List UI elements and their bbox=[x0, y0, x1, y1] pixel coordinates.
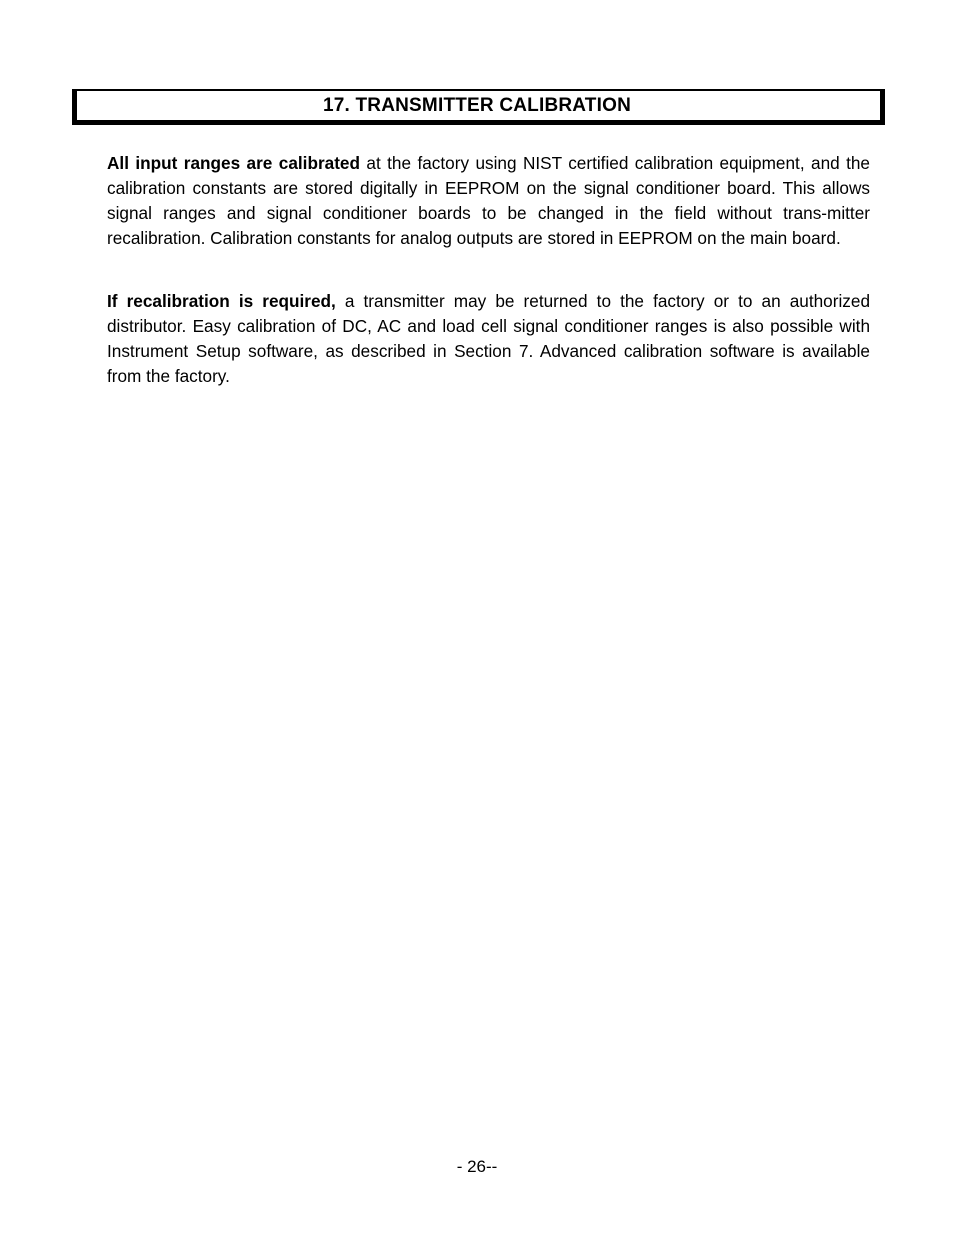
paragraph-lead: If recalibration is required, bbox=[107, 291, 336, 311]
paragraph-recalibration bbox=[107, 289, 870, 389]
paragraph-text: a transmitter may be returned to the factory or to an authorized distributor. Easy calibration of DC, AC and load cell signal conditioner ranges is also possible with Instrument Setup software, as described in Section 7. Advanced calibration software is available from the factory. bbox=[107, 291, 870, 386]
section-header-box bbox=[72, 89, 885, 125]
paragraph-text: at the factory using NIST certified calibration equipment, and the calibration constants are stored digitally in EEPROM on the signal conditioner board. This allows signal ranges and signal conditioner boards to be changed in the field without trans-mitter recalibration. Calibration constants for analog outputs are stored in EEPROM on the main board. bbox=[107, 153, 870, 248]
section-title: 17. TRANSMITTER CALIBRATION bbox=[323, 95, 631, 116]
page-number: - 26-- bbox=[456, 1157, 498, 1176]
paragraph-calibration bbox=[107, 151, 870, 251]
paragraph-lead: All input ranges are calibrated bbox=[107, 153, 360, 173]
